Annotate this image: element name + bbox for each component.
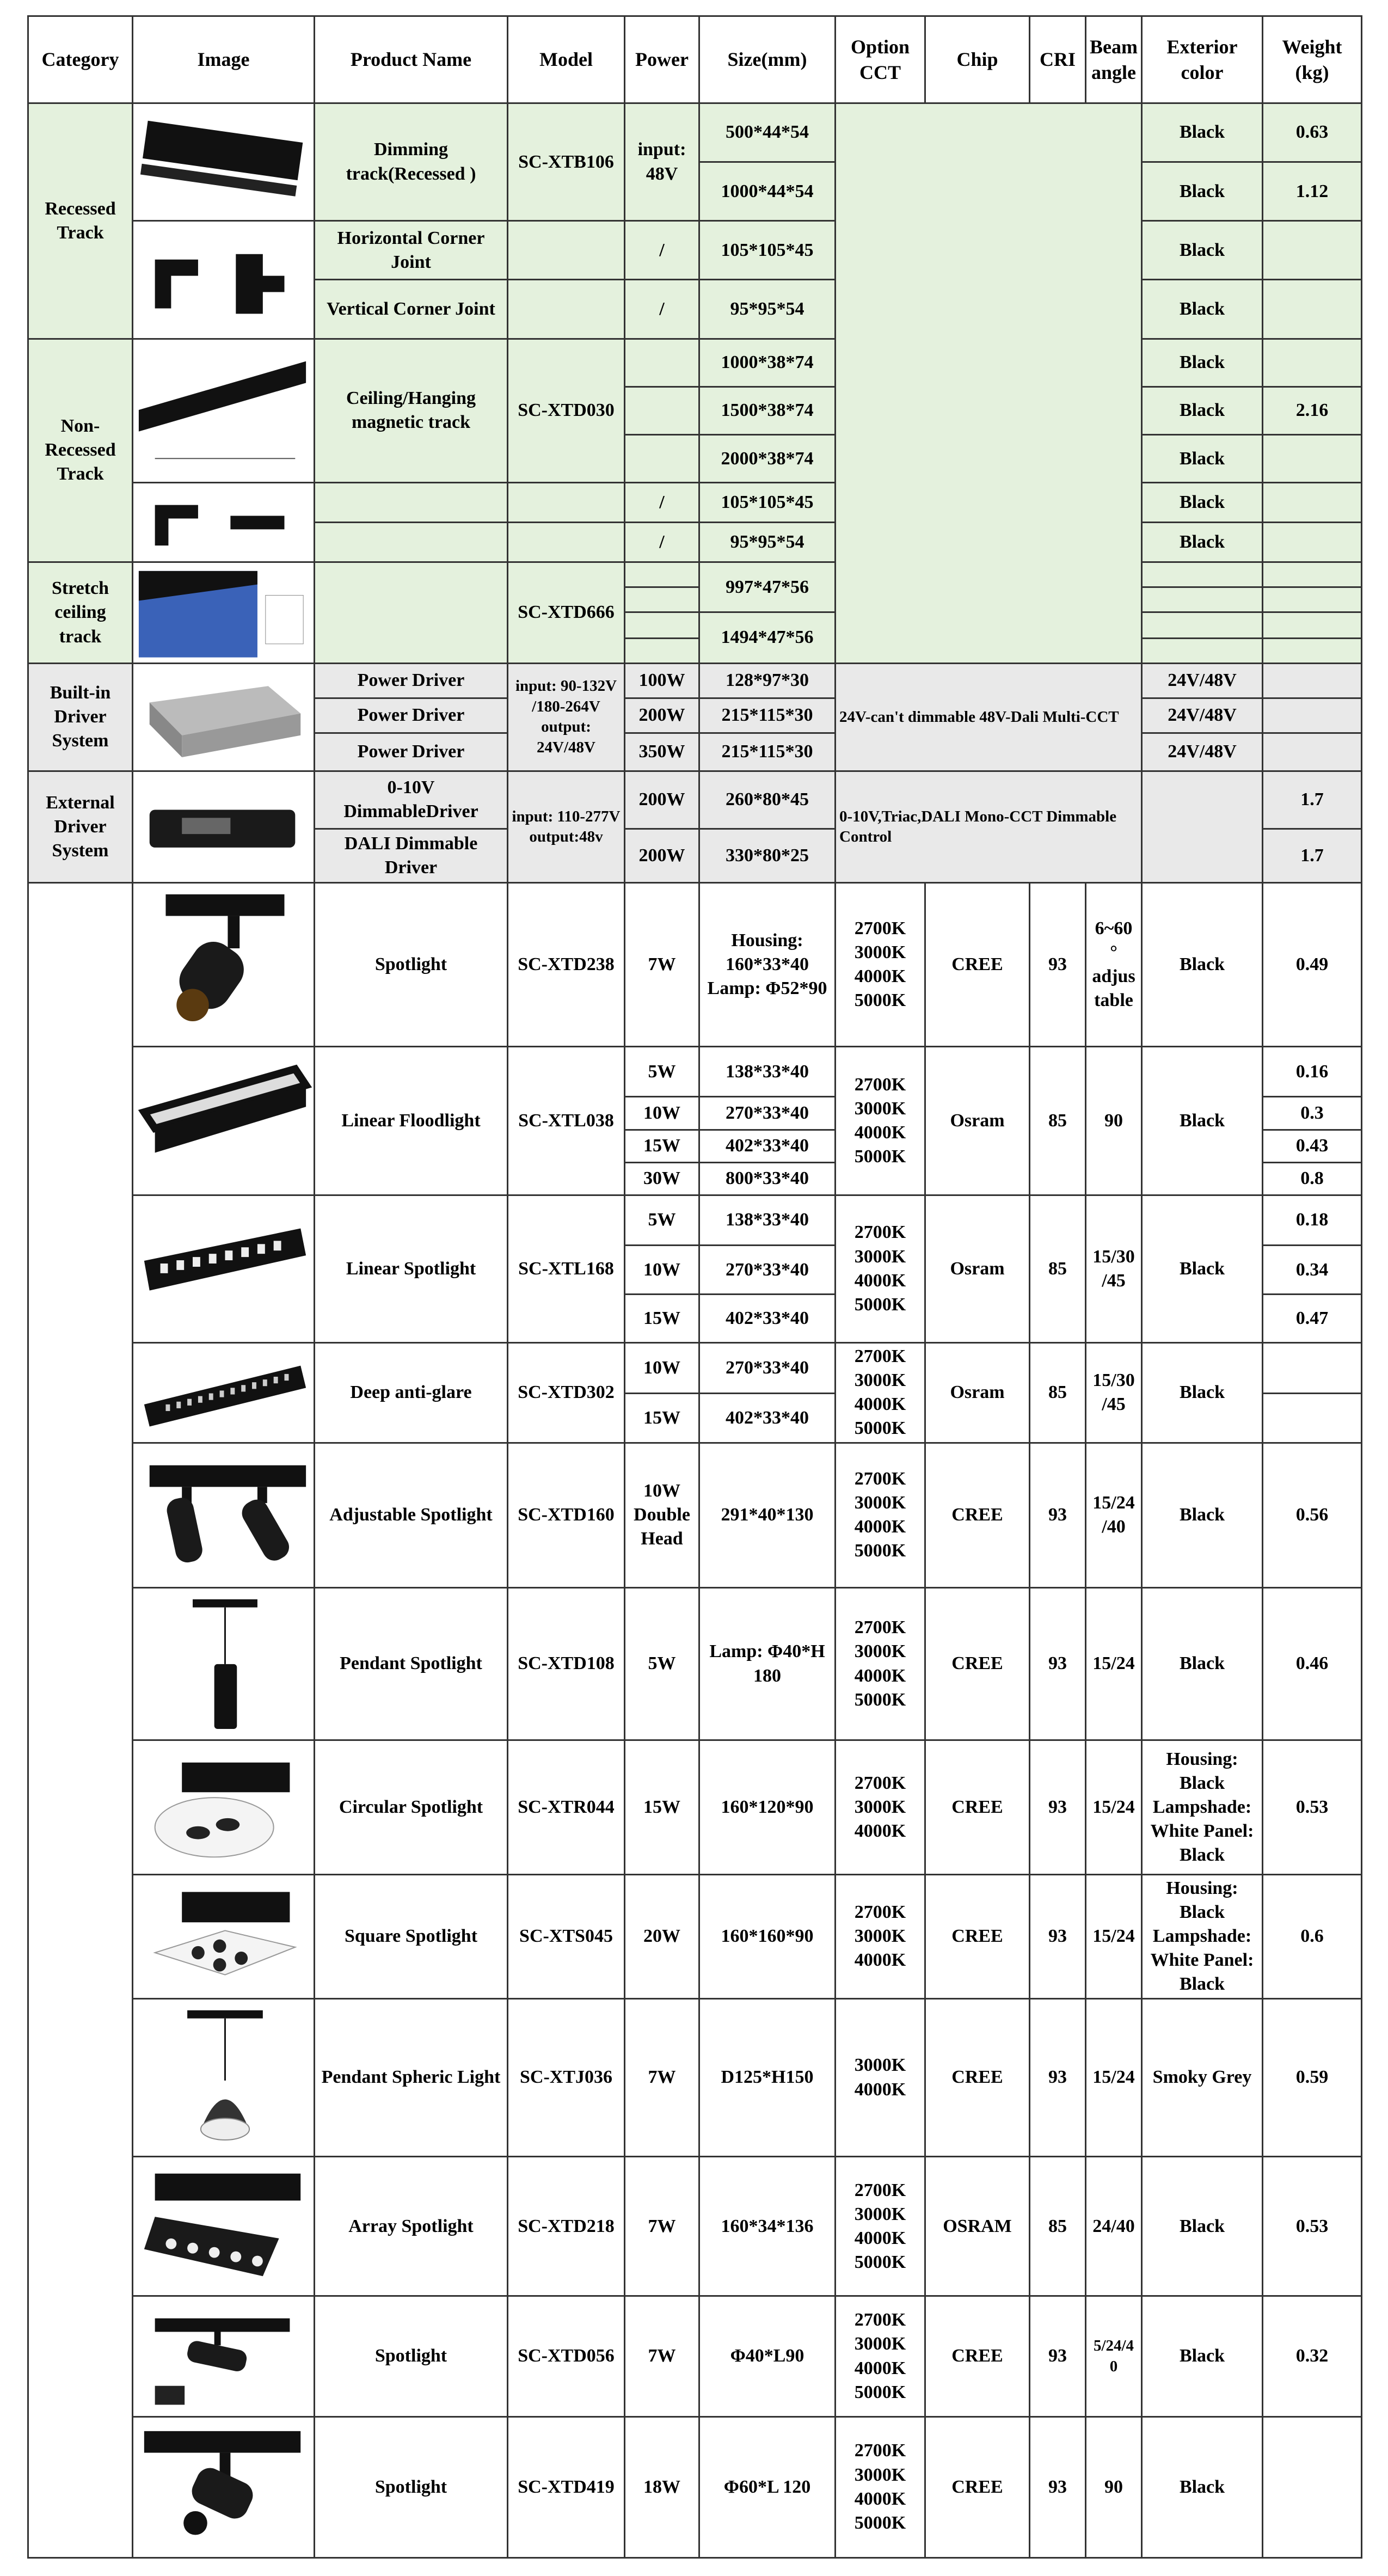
- cri: 93: [1030, 2296, 1086, 2416]
- table-row: [28, 1740, 1362, 1874]
- size: 215*115*30: [699, 698, 836, 733]
- size: Housing: 160*33*40 Lamp: Φ52*90: [699, 883, 836, 1047]
- exterior-color: [1142, 587, 1263, 612]
- power: 15W: [625, 1295, 699, 1342]
- model: SC-XTD108: [508, 1587, 625, 1740]
- size: 270*33*40: [699, 1097, 836, 1130]
- chip: CREE: [925, 1998, 1030, 2157]
- model: SC-XTD160: [508, 1443, 625, 1587]
- beam-angle: 15/24 /40: [1086, 1443, 1142, 1587]
- header-row: [28, 16, 1362, 103]
- exterior-color: [1142, 638, 1263, 663]
- category-non-recessed: Non-Recessed Track: [28, 339, 133, 562]
- weight: [1263, 612, 1362, 638]
- exterior-color: Black: [1142, 2157, 1263, 2296]
- cri: 93: [1030, 1740, 1086, 1874]
- power: 30W: [625, 1162, 699, 1195]
- size: 160*34*136: [699, 2157, 836, 2296]
- header-cri: CRI: [1030, 16, 1086, 103]
- exterior-color: [1142, 612, 1263, 638]
- weight: 0.56: [1263, 1443, 1362, 1587]
- weight: [1263, 663, 1362, 698]
- linear-spotlight-image: [133, 1195, 315, 1342]
- power: /: [625, 523, 699, 562]
- weight: 0.8: [1263, 1162, 1362, 1195]
- power: [625, 339, 699, 387]
- weight: [1263, 638, 1362, 663]
- header-image: Image: [133, 16, 315, 103]
- product-name: Horizontal Corner Joint: [315, 221, 508, 280]
- product-name: Power Driver: [315, 698, 508, 733]
- weight: 0.53: [1263, 1740, 1362, 1874]
- product-name: [315, 562, 508, 664]
- model: [508, 523, 625, 562]
- category-lights: [28, 883, 133, 2558]
- weight: [1263, 698, 1362, 733]
- model: SC-XTS045: [508, 1874, 625, 1998]
- chip: Osram: [925, 1342, 1030, 1443]
- table-row: [28, 1587, 1362, 1740]
- cri: 93: [1030, 1874, 1086, 1998]
- weight: 0.18: [1263, 1195, 1362, 1245]
- product-spec-table: [27, 15, 1362, 2559]
- table-row: [28, 221, 1362, 280]
- cct: 2700K 3000K 4000K 5000K: [836, 1047, 925, 1195]
- size: 95*95*54: [699, 523, 836, 562]
- table-row: [28, 562, 1362, 587]
- power: 10W: [625, 1097, 699, 1130]
- beam-angle: 15/30 /45: [1086, 1342, 1142, 1443]
- exterior-color: Black: [1142, 1047, 1263, 1195]
- table-row: [28, 103, 1362, 162]
- product-name: Power Driver: [315, 733, 508, 771]
- size: D125*H150: [699, 1998, 836, 2157]
- size: Φ60*L 120: [699, 2416, 836, 2557]
- category-stretch: Stretch ceiling track: [28, 562, 133, 664]
- size: 2000*38*74: [699, 435, 836, 483]
- spotlight-image: [133, 883, 315, 1047]
- cct: 3000K 4000K: [836, 1998, 925, 2157]
- exterior-color: Black: [1142, 2296, 1263, 2416]
- cct: 2700K 3000K 4000K 5000K: [836, 2157, 925, 2296]
- exterior-color: Black: [1142, 221, 1263, 280]
- weight: 0.43: [1263, 1130, 1362, 1162]
- header-model: Model: [508, 16, 625, 103]
- size: 105*105*45: [699, 483, 836, 523]
- beam-angle: 15/24: [1086, 1740, 1142, 1874]
- exterior-color: Black: [1142, 339, 1263, 387]
- model: SC-XTL168: [508, 1195, 625, 1342]
- cct: 2700K 3000K 4000K: [836, 1740, 925, 1874]
- beam-angle: 6~60 ° adjus table: [1086, 883, 1142, 1047]
- power: [625, 387, 699, 434]
- model: SC-XTD419: [508, 2416, 625, 2557]
- beam-angle: 5/24/40: [1086, 2296, 1142, 2416]
- size: 997*47*56: [699, 562, 836, 612]
- exterior-color: Black: [1142, 1443, 1263, 1587]
- cct: 2700K 3000K 4000K: [836, 1874, 925, 1998]
- model: SC-XTD666: [508, 562, 625, 664]
- size: 270*33*40: [699, 1246, 836, 1295]
- cri: 85: [1030, 1195, 1086, 1342]
- exterior-color: Black: [1142, 280, 1263, 339]
- power-driver-image: [133, 663, 315, 771]
- model: SC-XTJ036: [508, 1998, 625, 2157]
- header-beam: Beam angle: [1086, 16, 1142, 103]
- table-row: [28, 883, 1362, 1047]
- exterior-color: [1142, 771, 1263, 883]
- exterior-color: 24V/48V: [1142, 698, 1263, 733]
- exterior-color: Black: [1142, 1587, 1263, 1740]
- weight: [1263, 339, 1362, 387]
- square-spotlight-image: [133, 1874, 315, 1998]
- cct: 2700K 3000K 4000K 5000K: [836, 2296, 925, 2416]
- header-product-name: Product Name: [315, 16, 508, 103]
- cri: 93: [1030, 1998, 1086, 2157]
- power: 10W Double Head: [625, 1443, 699, 1587]
- beam-angle: 15/24: [1086, 1998, 1142, 2157]
- exterior-color: Black: [1142, 483, 1263, 523]
- weight: 0.46: [1263, 1587, 1362, 1740]
- size: 160*160*90: [699, 1874, 836, 1998]
- model: [508, 221, 625, 280]
- power: /: [625, 280, 699, 339]
- exterior-color: Black: [1142, 523, 1263, 562]
- size: 270*33*40: [699, 1342, 836, 1393]
- table-row: [28, 1998, 1362, 2157]
- power: [625, 612, 699, 638]
- power: 10W: [625, 1246, 699, 1295]
- power: 5W: [625, 1047, 699, 1097]
- power: 15W: [625, 1740, 699, 1874]
- power: [625, 562, 699, 587]
- cct: 2700K 3000K 4000K 5000K: [836, 883, 925, 1047]
- anti-glare-light-image: [133, 1342, 315, 1443]
- category-built-in: Built-in Driver System: [28, 663, 133, 771]
- table-row: [28, 483, 1362, 523]
- table-row: [28, 1047, 1362, 1097]
- power: 15W: [625, 1393, 699, 1443]
- linear-floodlight-image: [133, 1047, 315, 1195]
- spotlight-image: [133, 2416, 315, 2557]
- power: 200W: [625, 771, 699, 829]
- product-name: Array Spotlight: [315, 2157, 508, 2296]
- weight: 0.63: [1263, 103, 1362, 162]
- cri: 93: [1030, 1587, 1086, 1740]
- table-row: [28, 1342, 1362, 1393]
- product-name: Spotlight: [315, 883, 508, 1047]
- cct: 2700K 3000K 4000K 5000K: [836, 1342, 925, 1443]
- model: SC-XTD056: [508, 2296, 625, 2416]
- cri: 93: [1030, 2416, 1086, 2557]
- exterior-color: Smoky Grey: [1142, 1998, 1263, 2157]
- size: 1000*44*54: [699, 162, 836, 221]
- power: 200W: [625, 698, 699, 733]
- model: SC-XTD238: [508, 883, 625, 1047]
- product-name: Square Spotlight: [315, 1874, 508, 1998]
- exterior-color: 24V/48V: [1142, 733, 1263, 771]
- product-name: [315, 483, 508, 523]
- power: 5W: [625, 1195, 699, 1245]
- beam-angle: 90: [1086, 1047, 1142, 1195]
- beam-angle: 15/30 /45: [1086, 1195, 1142, 1342]
- power: 15W: [625, 1130, 699, 1162]
- size: 330*80*25: [699, 829, 836, 883]
- size: Φ40*L90: [699, 2296, 836, 2416]
- power: 7W: [625, 883, 699, 1047]
- size: 138*33*40: [699, 1047, 836, 1097]
- product-name: Power Driver: [315, 663, 508, 698]
- cri: 93: [1030, 883, 1086, 1047]
- cct: 2700K 3000K 4000K 5000K: [836, 2416, 925, 2557]
- corner-joint-image: [133, 221, 315, 339]
- weight: 1.12: [1263, 162, 1362, 221]
- table-row: [28, 663, 1362, 698]
- spotlight-image: [133, 2296, 315, 2416]
- chip: CREE: [925, 1740, 1030, 1874]
- exterior-color: Black: [1142, 103, 1263, 162]
- weight: [1263, 435, 1362, 483]
- chip: CREE: [925, 1874, 1030, 1998]
- model: SC-XTL038: [508, 1047, 625, 1195]
- product-name: Ceiling/Hanging magnetic track: [315, 339, 508, 483]
- size: Lamp: Φ40*H 180: [699, 1587, 836, 1740]
- power: input: 48V: [625, 103, 699, 221]
- magnetic-track-image: [133, 339, 315, 483]
- table-row: [28, 771, 1362, 829]
- exterior-color: Black: [1142, 1342, 1263, 1443]
- beam-angle: 15/24: [1086, 1874, 1142, 1998]
- header-color: Exterior color: [1142, 16, 1263, 103]
- size: 260*80*45: [699, 771, 836, 829]
- chip: CREE: [925, 2296, 1030, 2416]
- weight: [1263, 733, 1362, 771]
- chip: CREE: [925, 883, 1030, 1047]
- recessed-track-image: [133, 103, 315, 221]
- product-name: Spotlight: [315, 2416, 508, 2557]
- weight: 0.16: [1263, 1047, 1362, 1097]
- chip: CREE: [925, 1443, 1030, 1587]
- cri: 93: [1030, 1443, 1086, 1587]
- beam-angle: 15/24: [1086, 1587, 1142, 1740]
- product-name: Circular Spotlight: [315, 1740, 508, 1874]
- beam-angle: 24/40: [1086, 2157, 1142, 2296]
- power: 18W: [625, 2416, 699, 2557]
- exterior-color: Housing: Black Lampshade: White Panel: Black: [1142, 1874, 1263, 1998]
- weight: [1263, 2416, 1362, 2557]
- weight: 0.59: [1263, 1998, 1362, 2157]
- product-name: Linear Spotlight: [315, 1195, 508, 1342]
- cri: 85: [1030, 1047, 1086, 1195]
- spec-sheet: [27, 15, 1361, 2559]
- adjustable-spotlight-image: [133, 1443, 315, 1587]
- power: [625, 587, 699, 612]
- array-spotlight-image: [133, 2157, 315, 2296]
- size: 138*33*40: [699, 1195, 836, 1245]
- power: 200W: [625, 829, 699, 883]
- weight: [1263, 221, 1362, 280]
- weight: [1263, 1393, 1362, 1443]
- size: 1494*47*56: [699, 612, 836, 663]
- table-row: [28, 2296, 1362, 2416]
- product-name: Spotlight: [315, 2296, 508, 2416]
- header-category: Category: [28, 16, 133, 103]
- cct: 2700K 3000K 4000K 5000K: [836, 1195, 925, 1342]
- header-size: Size(mm): [699, 16, 836, 103]
- circular-spotlight-image: [133, 1740, 315, 1874]
- category-recessed: Recessed Track: [28, 103, 133, 339]
- size: 800*33*40: [699, 1162, 836, 1195]
- table-row: [28, 2157, 1362, 2296]
- table-row: [28, 2416, 1362, 2557]
- weight: [1263, 280, 1362, 339]
- weight: 0.34: [1263, 1246, 1362, 1295]
- size: 105*105*45: [699, 221, 836, 280]
- product-name: 0-10V DimmableDriver: [315, 771, 508, 829]
- beam-angle: 90: [1086, 2416, 1142, 2557]
- cct: 2700K 3000K 4000K 5000K: [836, 1587, 925, 1740]
- exterior-color: Black: [1142, 1195, 1263, 1342]
- track-joint-image: [133, 483, 315, 562]
- weight: [1263, 587, 1362, 612]
- weight: 0.6: [1263, 1874, 1362, 1998]
- exterior-color: 24V/48V: [1142, 663, 1263, 698]
- cct: 2700K 3000K 4000K 5000K: [836, 1443, 925, 1587]
- power: /: [625, 483, 699, 523]
- product-name: [315, 523, 508, 562]
- chip: OSRAM: [925, 2157, 1030, 2296]
- power: [625, 435, 699, 483]
- track-options-merged: [836, 103, 1142, 664]
- power: [625, 638, 699, 663]
- chip: CREE: [925, 2416, 1030, 2557]
- power: 7W: [625, 2157, 699, 2296]
- size: 160*120*90: [699, 1740, 836, 1874]
- header-power: Power: [625, 16, 699, 103]
- product-name: Adjustable Spotlight: [315, 1443, 508, 1587]
- model: [508, 280, 625, 339]
- product-name: Pendant Spheric Light: [315, 1998, 508, 2157]
- power: 100W: [625, 663, 699, 698]
- size: 215*115*30: [699, 733, 836, 771]
- product-name: DALI Dimmable Driver: [315, 829, 508, 883]
- exterior-color: Black: [1142, 435, 1263, 483]
- product-name: Vertical Corner Joint: [315, 280, 508, 339]
- product-name: Deep anti-glare: [315, 1342, 508, 1443]
- product-name: Dimming track(Recessed ): [315, 103, 508, 221]
- size: 95*95*54: [699, 280, 836, 339]
- cri: 85: [1030, 2157, 1086, 2296]
- table-row: [28, 1443, 1362, 1587]
- product-name: Pendant Spotlight: [315, 1587, 508, 1740]
- pendant-spotlight-image: [133, 1587, 315, 1740]
- size: 128*97*30: [699, 663, 836, 698]
- product-name: Linear Floodlight: [315, 1047, 508, 1195]
- weight: 0.49: [1263, 883, 1362, 1047]
- power: 10W: [625, 1342, 699, 1393]
- size: 1000*38*74: [699, 339, 836, 387]
- cri: 85: [1030, 1342, 1086, 1443]
- weight: 0.53: [1263, 2157, 1362, 2296]
- power: 7W: [625, 2296, 699, 2416]
- weight: [1263, 1342, 1362, 1393]
- weight: [1263, 562, 1362, 587]
- power: 7W: [625, 1998, 699, 2157]
- weight: 0.47: [1263, 1295, 1362, 1342]
- model: [508, 483, 625, 523]
- size: 402*33*40: [699, 1393, 836, 1443]
- power-info: input: 110-277V output:48v: [508, 771, 625, 883]
- weight: 1.7: [1263, 771, 1362, 829]
- weight: [1263, 523, 1362, 562]
- chip: Osram: [925, 1195, 1030, 1342]
- power: 20W: [625, 1874, 699, 1998]
- power: /: [625, 221, 699, 280]
- exterior-color: [1142, 562, 1263, 587]
- table-row: [28, 1874, 1362, 1998]
- chip: CREE: [925, 1587, 1030, 1740]
- header-cct: Option CCT: [836, 16, 925, 103]
- table-row: [28, 1195, 1362, 1245]
- exterior-color: Black: [1142, 387, 1263, 434]
- model: SC-XTD030: [508, 339, 625, 483]
- size: 291*40*130: [699, 1443, 836, 1587]
- exterior-color: Black: [1142, 162, 1263, 221]
- dimmable-driver-image: [133, 771, 315, 883]
- power-info: input: 90-132V /180-264V output: 24V/48V: [508, 663, 625, 771]
- exterior-color: Black: [1142, 2416, 1263, 2557]
- size: 1500*38*74: [699, 387, 836, 434]
- stretch-track-image: [133, 562, 315, 664]
- model: SC-XTB106: [508, 103, 625, 221]
- table-row: [28, 339, 1362, 387]
- category-external: External Driver System: [28, 771, 133, 883]
- pendant-spheric-light-image: [133, 1998, 315, 2157]
- header-chip: Chip: [925, 16, 1030, 103]
- model: SC-XTD218: [508, 2157, 625, 2296]
- exterior-color: Housing: Black Lampshade: White Panel: Black: [1142, 1740, 1263, 1874]
- power: 5W: [625, 1587, 699, 1740]
- size: 402*33*40: [699, 1295, 836, 1342]
- size: 402*33*40: [699, 1130, 836, 1162]
- header-weight: Weight (kg): [1263, 16, 1362, 103]
- cct-info: 24V-can't dimmable 48V-Dali Multi-CCT: [836, 663, 1142, 771]
- weight: [1263, 483, 1362, 523]
- cct-info: 0-10V,Triac,DALI Mono-CCT Dimmable Control: [836, 771, 1142, 883]
- model: SC-XTD302: [508, 1342, 625, 1443]
- exterior-color: Black: [1142, 883, 1263, 1047]
- weight: 2.16: [1263, 387, 1362, 434]
- model: SC-XTR044: [508, 1740, 625, 1874]
- weight: 0.3: [1263, 1097, 1362, 1130]
- weight: 1.7: [1263, 829, 1362, 883]
- weight: 0.32: [1263, 2296, 1362, 2416]
- size: 500*44*54: [699, 103, 836, 162]
- power: 350W: [625, 733, 699, 771]
- chip: Osram: [925, 1047, 1030, 1195]
